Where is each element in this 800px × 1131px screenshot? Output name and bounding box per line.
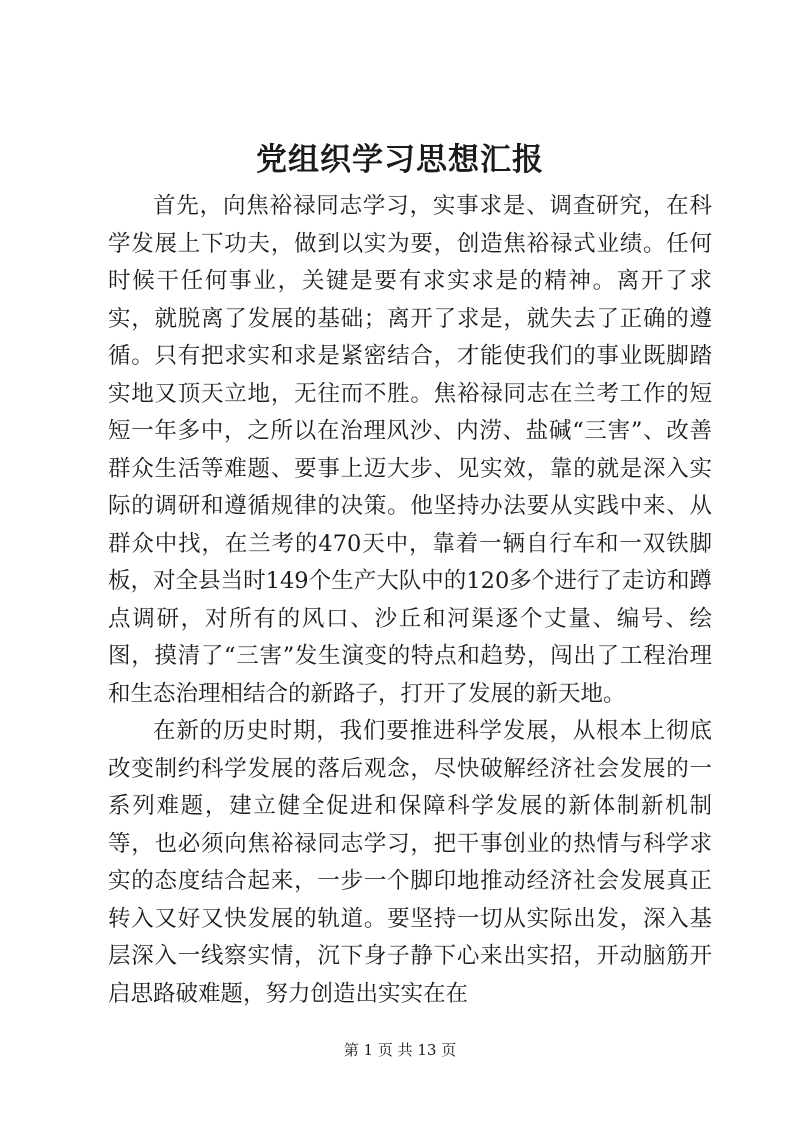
paragraph-2: 在新的历史时期，我们要推进科学发展，从根本上彻底改变制约科学发展的落后观念，尽快破解经济社会发展的一系列难题，建立健全促进和保障科学发展的新体制新机制等，也必须向焦裕禄同志学习，把干事创业的热情与科学求实的态度结合起来，一步一个脚印地推动经济社会发展真正转入又好又快发展的轨道。要坚持一切从实际出发，深入基层深入一线察实情，沉下身子静下心来出实招，开动脑筋开启思路破难题，努力创造出实实在在	[108, 718, 712, 1007]
page-number-footer: 第 1 页 共 13 页	[343, 1041, 457, 1059]
paragraph-1: 首先，向焦裕禄同志学习，实事求是、调查研究，在科学发展上下功夫，做到以实为要，创造焦裕禄式业绩。任何时候干任何事业，关键是要有求实求是的精神。离开了求实，就脱离了发展的基础；离开了求是，就失去了正确的遵循。只有把求实和求是紧密结合，才能使我们的事业既脚踏实地又顶天立地，无往而不胜。焦裕禄同志在兰考工作的短短一年多中，之所以在治理风沙、内涝、盐碱“三害”、改善群众生活等难题、要事上迈大步、见实效，靠的就是深入实际的调研和遵循规律的决策。他坚持办法要从实践中来、从群众中找，在兰考的470天中，靠着一辆自行车和一双铁脚板，对全县当时149个生产大队中的120多个进行了走访和蹲点调研，对所有的风口、沙丘和河渠逐个丈量、编号、绘图，摸清了“三害”发生演变的特点和趋势，闯出了工程治理和生态治理相结合的新路子，打开了发展的新天地。	[108, 193, 712, 707]
document-body	[108, 188, 712, 1013]
document-title: 党组织学习思想汇报	[256, 142, 544, 178]
